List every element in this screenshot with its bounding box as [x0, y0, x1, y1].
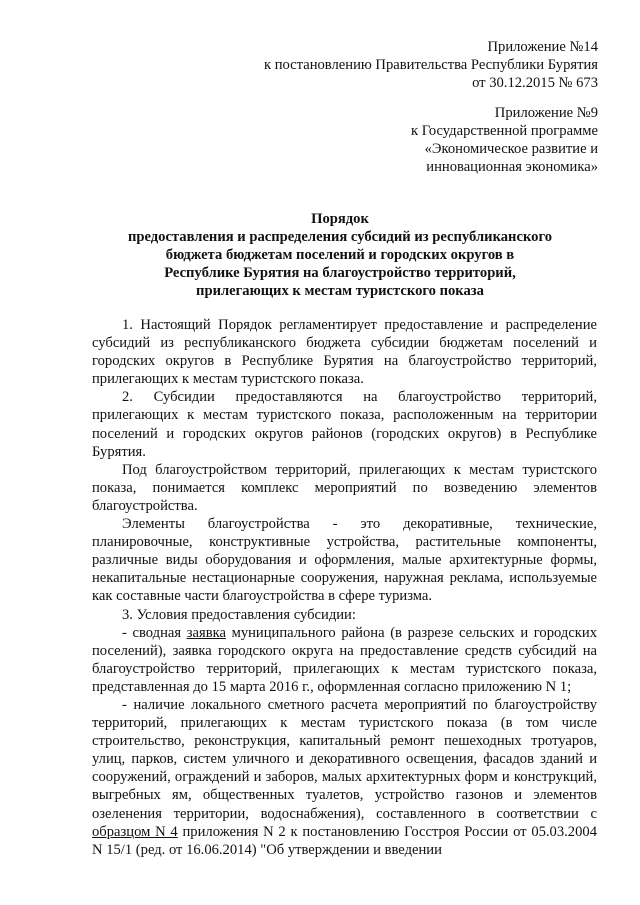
paragraph-1: 1. Настоящий Порядок регламентирует предоставление и распределение субсидий из республиканского бюджета субсидии бюджетам поселений и городских округов в Республике Бурятия на благоустройство территорий, прилегающих к местам туристского показа.	[92, 317, 597, 388]
paragraph-7-text-end: приложения N 2 к постановлению Госстроя России от 05.03.2004 N 15/1 (ред. от 16.06.2014) "Об утверждении и введении	[92, 823, 597, 858]
title-line-3: бюджета бюджетам поселений и городских округов в	[165, 247, 515, 263]
appendix-9-title: Приложение №9	[494, 105, 598, 121]
paragraph-6	[92, 624, 597, 696]
paragraph-4: Элементы благоустройства - это декоративные, технические, планировочные, конструктивные устройства, растительные компоненты, различные виды оборудования и оформления, малые архитектурные формы, некапитальные нестационарные сооружения, наружная реклама, используемые как составные части благоустройства в сфере туризма.	[92, 516, 597, 605]
paragraph-7	[92, 696, 597, 859]
appendix-14-title: Приложение №14	[487, 39, 598, 55]
paragraph-2: 2. Субсидии предоставляются на благоустройство территорий, прилегающих к местам туристского показа, расположенным на территории поселений и городских округов районов (городских округов) в Республике Бурятия.	[92, 389, 597, 460]
application-link[interactable]: заявка	[186, 624, 226, 641]
paragraph-7-text-start: - наличие локального сметного расчета мероприятий по благоустройству территорий, прилегающих к местам туристского показа (в том числе строительство, реконструкция, капитальный ремонт пешеходных тротуаров, улиц, парков, систем уличного и декоративного освещения, фасадов зданий и сооружений, ограждений и заборов, малых архитектурных форм и конструкций, выгребных ям, общественных туалетов, устройство газонов и элементов озеленения территории, водоснабжения), составленного в соответствии с	[92, 696, 597, 822]
title-line-5: прилегающих к местам туристского показа	[196, 283, 484, 299]
document-body	[92, 316, 597, 859]
appendix-14-header	[264, 38, 598, 92]
document-title	[60, 210, 620, 300]
appendix-9-program: к Государственной программе	[410, 123, 598, 139]
paragraph-3: Под благоустройством территорий, прилегающих к местам туристского показа, понимается комплекс мероприятий по возведению элементов благоустройства.	[92, 461, 597, 514]
form-sample-link[interactable]: образцом N 4	[92, 823, 178, 840]
appendix-9-program-name-1: «Экономическое развитие и	[424, 141, 598, 157]
paragraph-6-text-end: муниципального района (в разрезе сельских и городских поселений), заявка городского округа на предоставление средств субсидий на благоустройство территорий, прилегающих к местам туристского показа, представленная до 15 марта 2016 г., оформленная согласно приложению N 1;	[92, 624, 598, 695]
appendix-9-header	[411, 104, 598, 176]
title-line-2: предоставления и распределения субсидий из республиканского	[127, 229, 553, 245]
appendix-14-date: от 30.12.2015 № 673	[472, 75, 598, 91]
paragraph-5: 3. Условия предоставления субсидии:	[122, 606, 356, 623]
appendix-14-resolution: к постановлению Правительства Республики Бурятия	[263, 57, 598, 73]
paragraph-6-text-start: - сводная	[122, 624, 187, 641]
appendix-9-program-name-2: инновационная экономика»	[426, 159, 598, 175]
title-line-1: Порядок	[311, 211, 369, 227]
title-line-4: Республике Бурятия на благоустройство территорий,	[164, 265, 516, 281]
